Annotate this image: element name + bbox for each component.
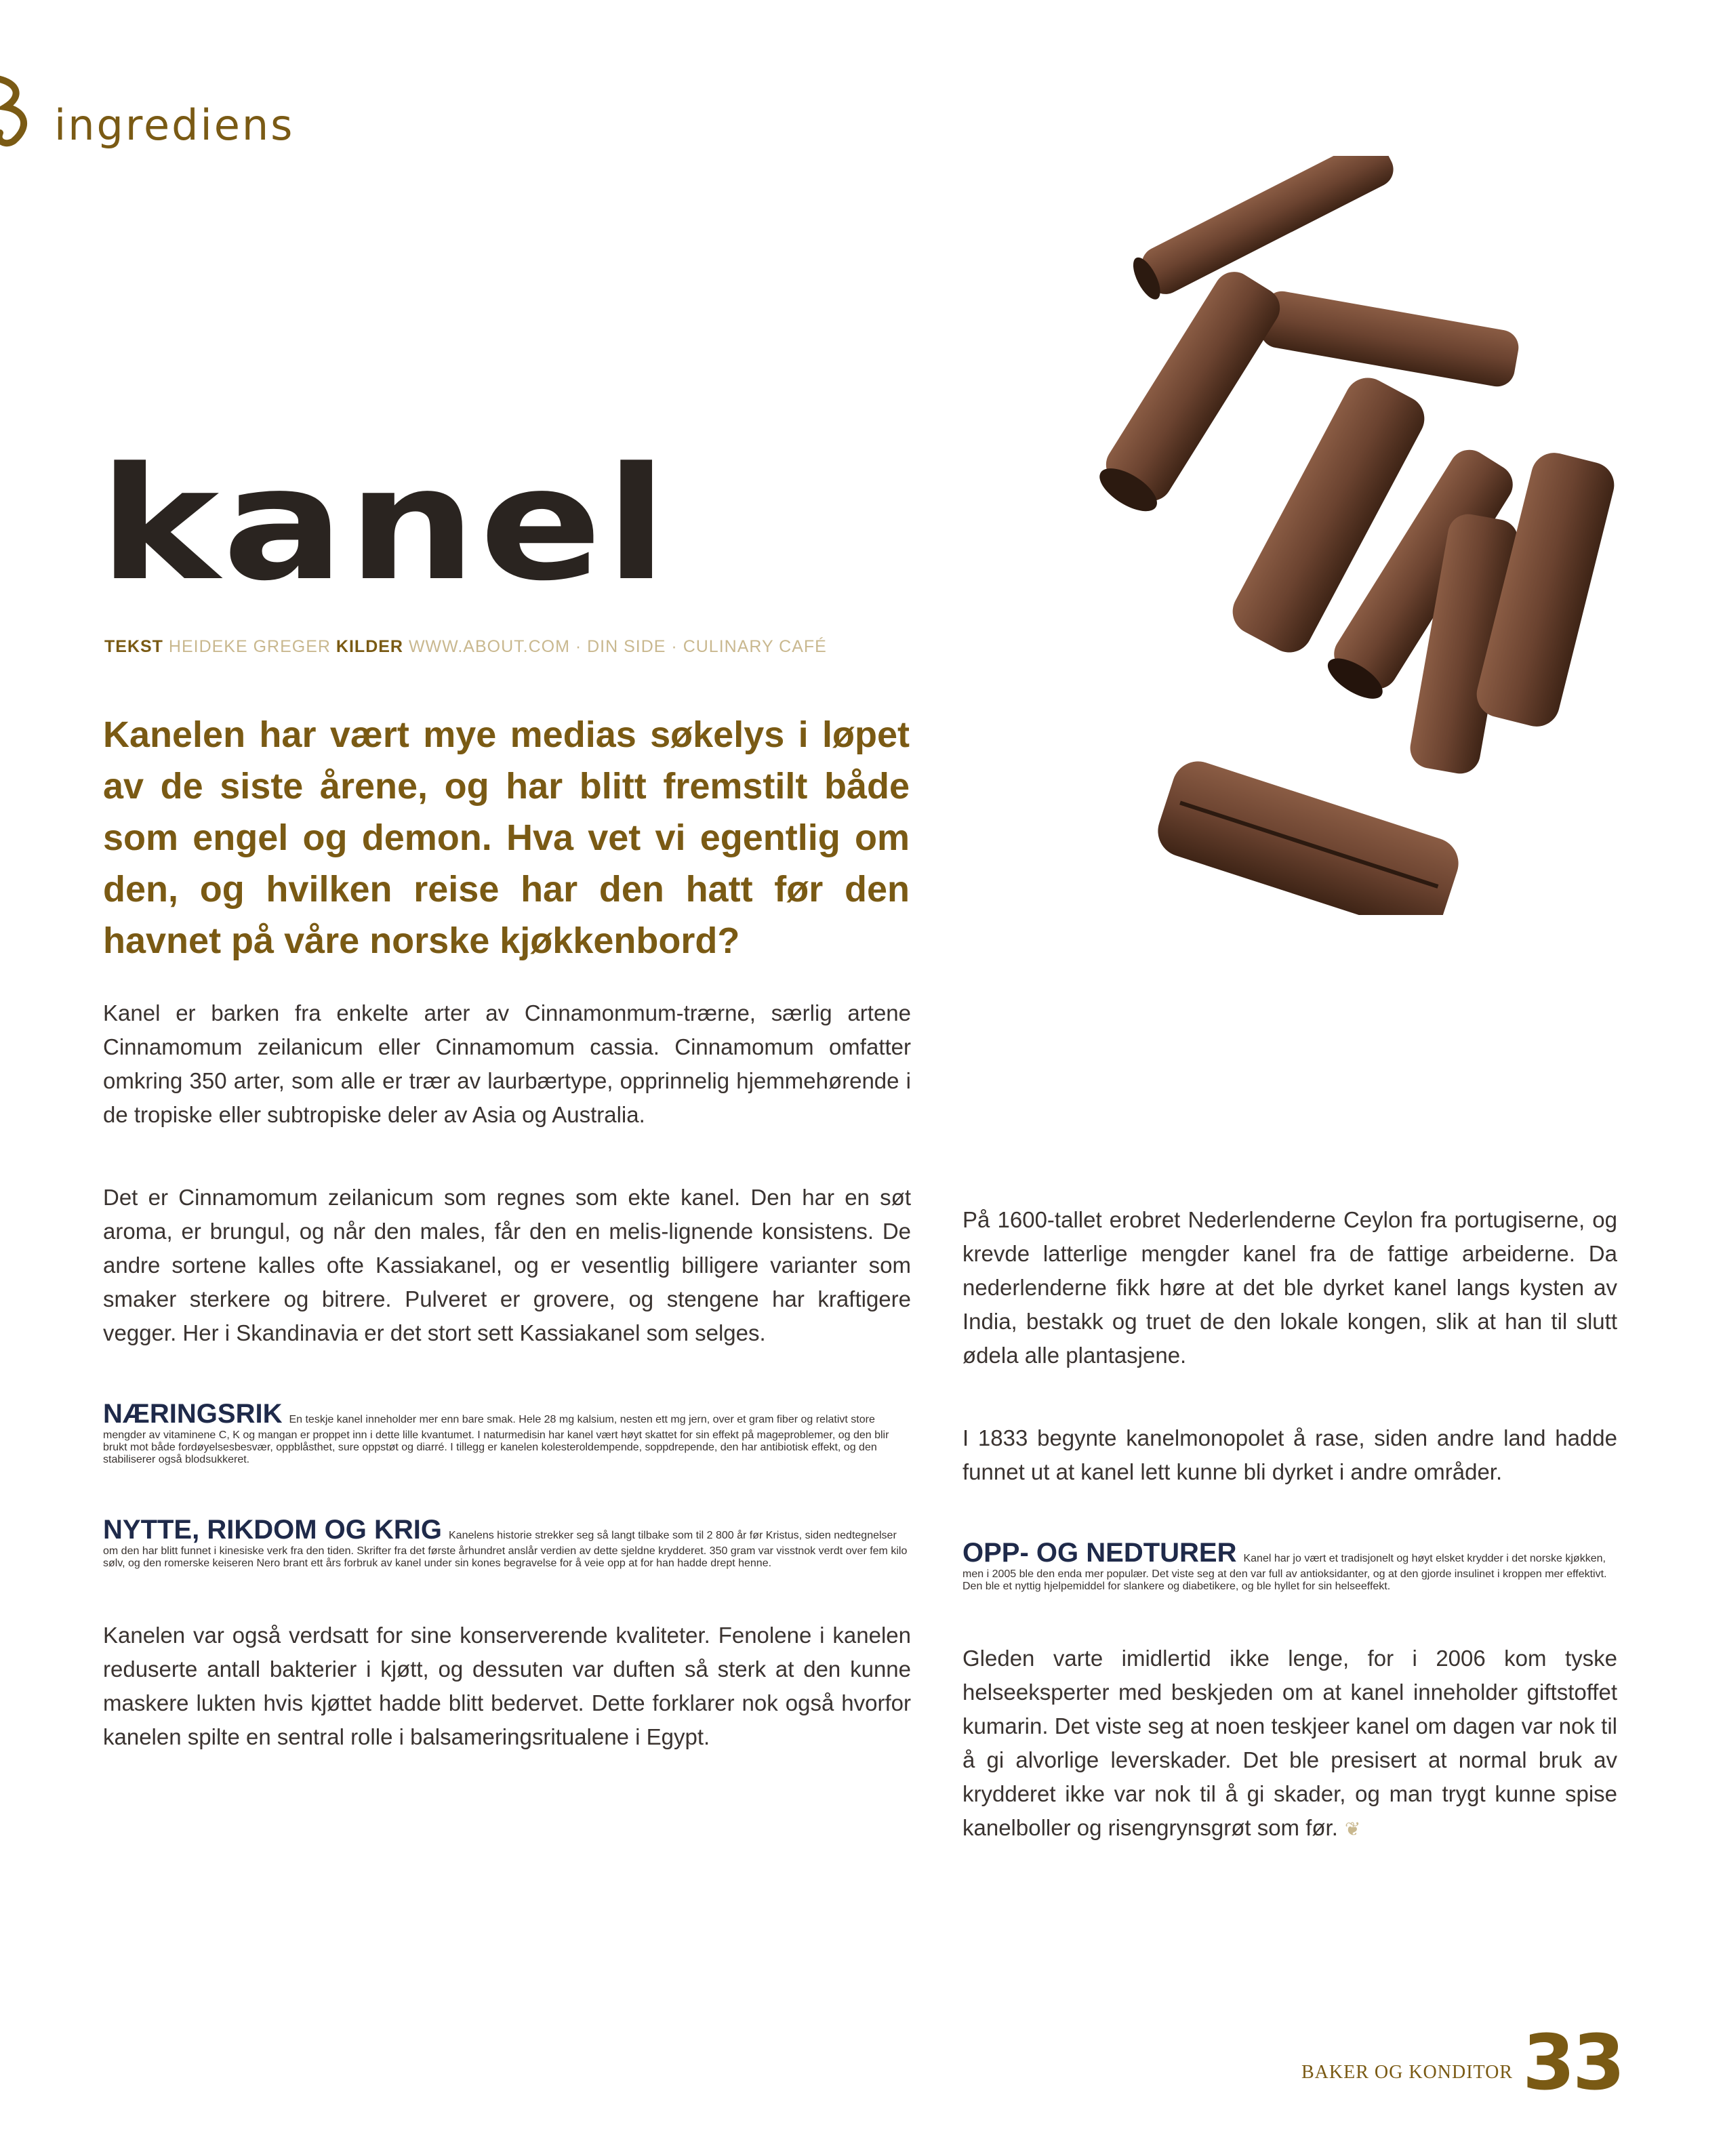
paragraph-text: En teskje kanel inneholder mer enn bare smak. Hele 28 mg kalsium, nesten ett mg jern, over et gram fiber og relativt store mengder av vitaminene C, K og mangan er proppet inn i dette lille kvantumet. I naturmedisin har kanel vært høyt skattet for sin effekt på mageproblemer, og den blir brukt mot både fordøyelsesbesvær, oppblåsthet, sure oppstøt og diarré. I tillegg er kanelen kolesteroldempende, soppdrepende, den har antibiotisk effekt, og den stabiliserer også blodsukkeret. (103, 1414, 889, 1465)
paragraph: Kanel er barken fra enkelte arter av Cinnamonmum-trærne, særlig artene Cinnamomum zeilanicum eller Cinnamomum cassia. Cinnamomum omfatter omkring 350 arter, som alle er trær av laurbærtype, opprinnelig hjemmehørende i de tropiske eller subtropiske deler av Asia og Australia. (103, 1000, 911, 1127)
cinnamon-stick (1127, 156, 1400, 304)
paragraph-text: Gleden varte imidlertid ikke lenge, for i 2006 kom tyske helseeksperter med beskjeden om at kanel inneholder giftstoffet kumarin. Det viste seg at noen teskjeer kanel om dagen var nok til å gi alvorlige leverskader. Det ble presisert at normal bruk av krydderet ikke var nok til å gi skader, og man trygt kunne spise kanelboller og risengrynsgrøt som før. (962, 1646, 1617, 1840)
page-number: 33 (1522, 2019, 1623, 2107)
section-label: ingrediens (54, 100, 295, 150)
cinnamon-sticks-photo (1010, 156, 1620, 915)
credit-sources-label: KILDER (336, 637, 403, 656)
magazine-name: BAKER OG KONDITOR (1301, 2062, 1514, 2083)
cinnamon-stick (1258, 289, 1522, 390)
paragraph: På 1600-tallet erobret Nederlenderne Ceylon fra portugiserne, og krevde latterlige mengder kanel fra de fattige arbeiderne. Da nederlenderne fikk høre at det ble dyrket kanel langs kysten av India, bestakk og truet de den lokale kongen, slik at han til slutt ødela alle plantasjene. (962, 1207, 1617, 1368)
left-column (103, 996, 911, 1754)
paragraph: Det er Cinnamomum zeilanicum som regnes som ekte kanel. Den har en søt aroma, er brungul, og når den males, får den en melis-lignende konsistens. De andre sortene kalles ofte Kassiakanel, og er vesentlig billigere varianter som smaker sterkere og bitrere. Pulveret er grovere, og stengene har kraftigere vegger. Her i Skandinavia er det stort sett Kassiakanel som selges. (103, 1185, 911, 1345)
credit-sources: WWW.ABOUT.COM · DIN SIDE · CULINARY CAFÉ (408, 637, 827, 656)
cinnamon-stick (1091, 264, 1288, 521)
article-lead: Kanelen har vært mye medias søkelys i løpet av de siste årene, og har blitt fremstilt både som engel og demon. Hva vet vi egentlig om den, og hvilken reise har den hatt før den havnet på våre norske kjøkkenbord? (103, 714, 910, 961)
paragraph-text: Kanel har jo vært et tradisjonelt og høyt elsket krydder i det norske kjøkken, men i 2005 ble den enda mer populær. Det viste seg at den var full av antioksidanter, og at den gjorde insulinet i kroppen mer effektivt. Den ble et nyttig hjelpemiddel for slankere og diabetikere, og ble hyllet for sin helseeffekt. (962, 1553, 1607, 1592)
paragraph-text: Kanelens historie strekker seg så langt tilbake som til 2 800 år før Kristus, siden nedtegnelser om den har blitt funnet i kinesiske verk fra den tiden. Skrifter fra det første århundret anslår verdien av dette sjeldne krydderet. 350 gram var visstnok verdt over fem kilo sølv, og den romerske keiseren Nero brant ett års forbruk av kanel under sin kones begravelse for å veie opp at for han hadde drept henne. (103, 1530, 908, 1569)
right-column (962, 1203, 1617, 1846)
article-title: kanel (99, 434, 671, 615)
paragraph: Kanelen var også verdsatt for sine konserverende kvaliteter. Fenolene i kanelen reduserte antall bakterier i kjøtt, og dessuten var duften så sterk at den kunne maskere lukten hvis kjøttet hadde blitt bedervet. Dette forklarer nok også hvorfor kanelen spilte en sentral rolle i balsameringsritualene i Egypt. (103, 1623, 911, 1749)
subheading-nytte: NYTTE, RIKDOM OG KRIG (103, 1515, 442, 1545)
paragraph (962, 1642, 1617, 1846)
section-ornament-icon (0, 73, 38, 148)
article-credits (104, 637, 827, 657)
subheading-opp-og-nedturer: OPP- OG NEDTURER (962, 1538, 1237, 1568)
cinnamon-stick (1152, 755, 1465, 915)
credit-author: HEIDEKE GREGER (168, 637, 331, 656)
credit-text-label: TEKST (104, 637, 163, 656)
paragraph: I 1833 begynte kanelmonopolet å rase, siden andre land hadde funnet ut at kanel lett kunne bli dyrket i andre områder. (962, 1425, 1617, 1484)
end-mark-icon: ❦ (1344, 1818, 1361, 1839)
subheading-naeringsrik: NÆRINGSRIK (103, 1399, 283, 1429)
